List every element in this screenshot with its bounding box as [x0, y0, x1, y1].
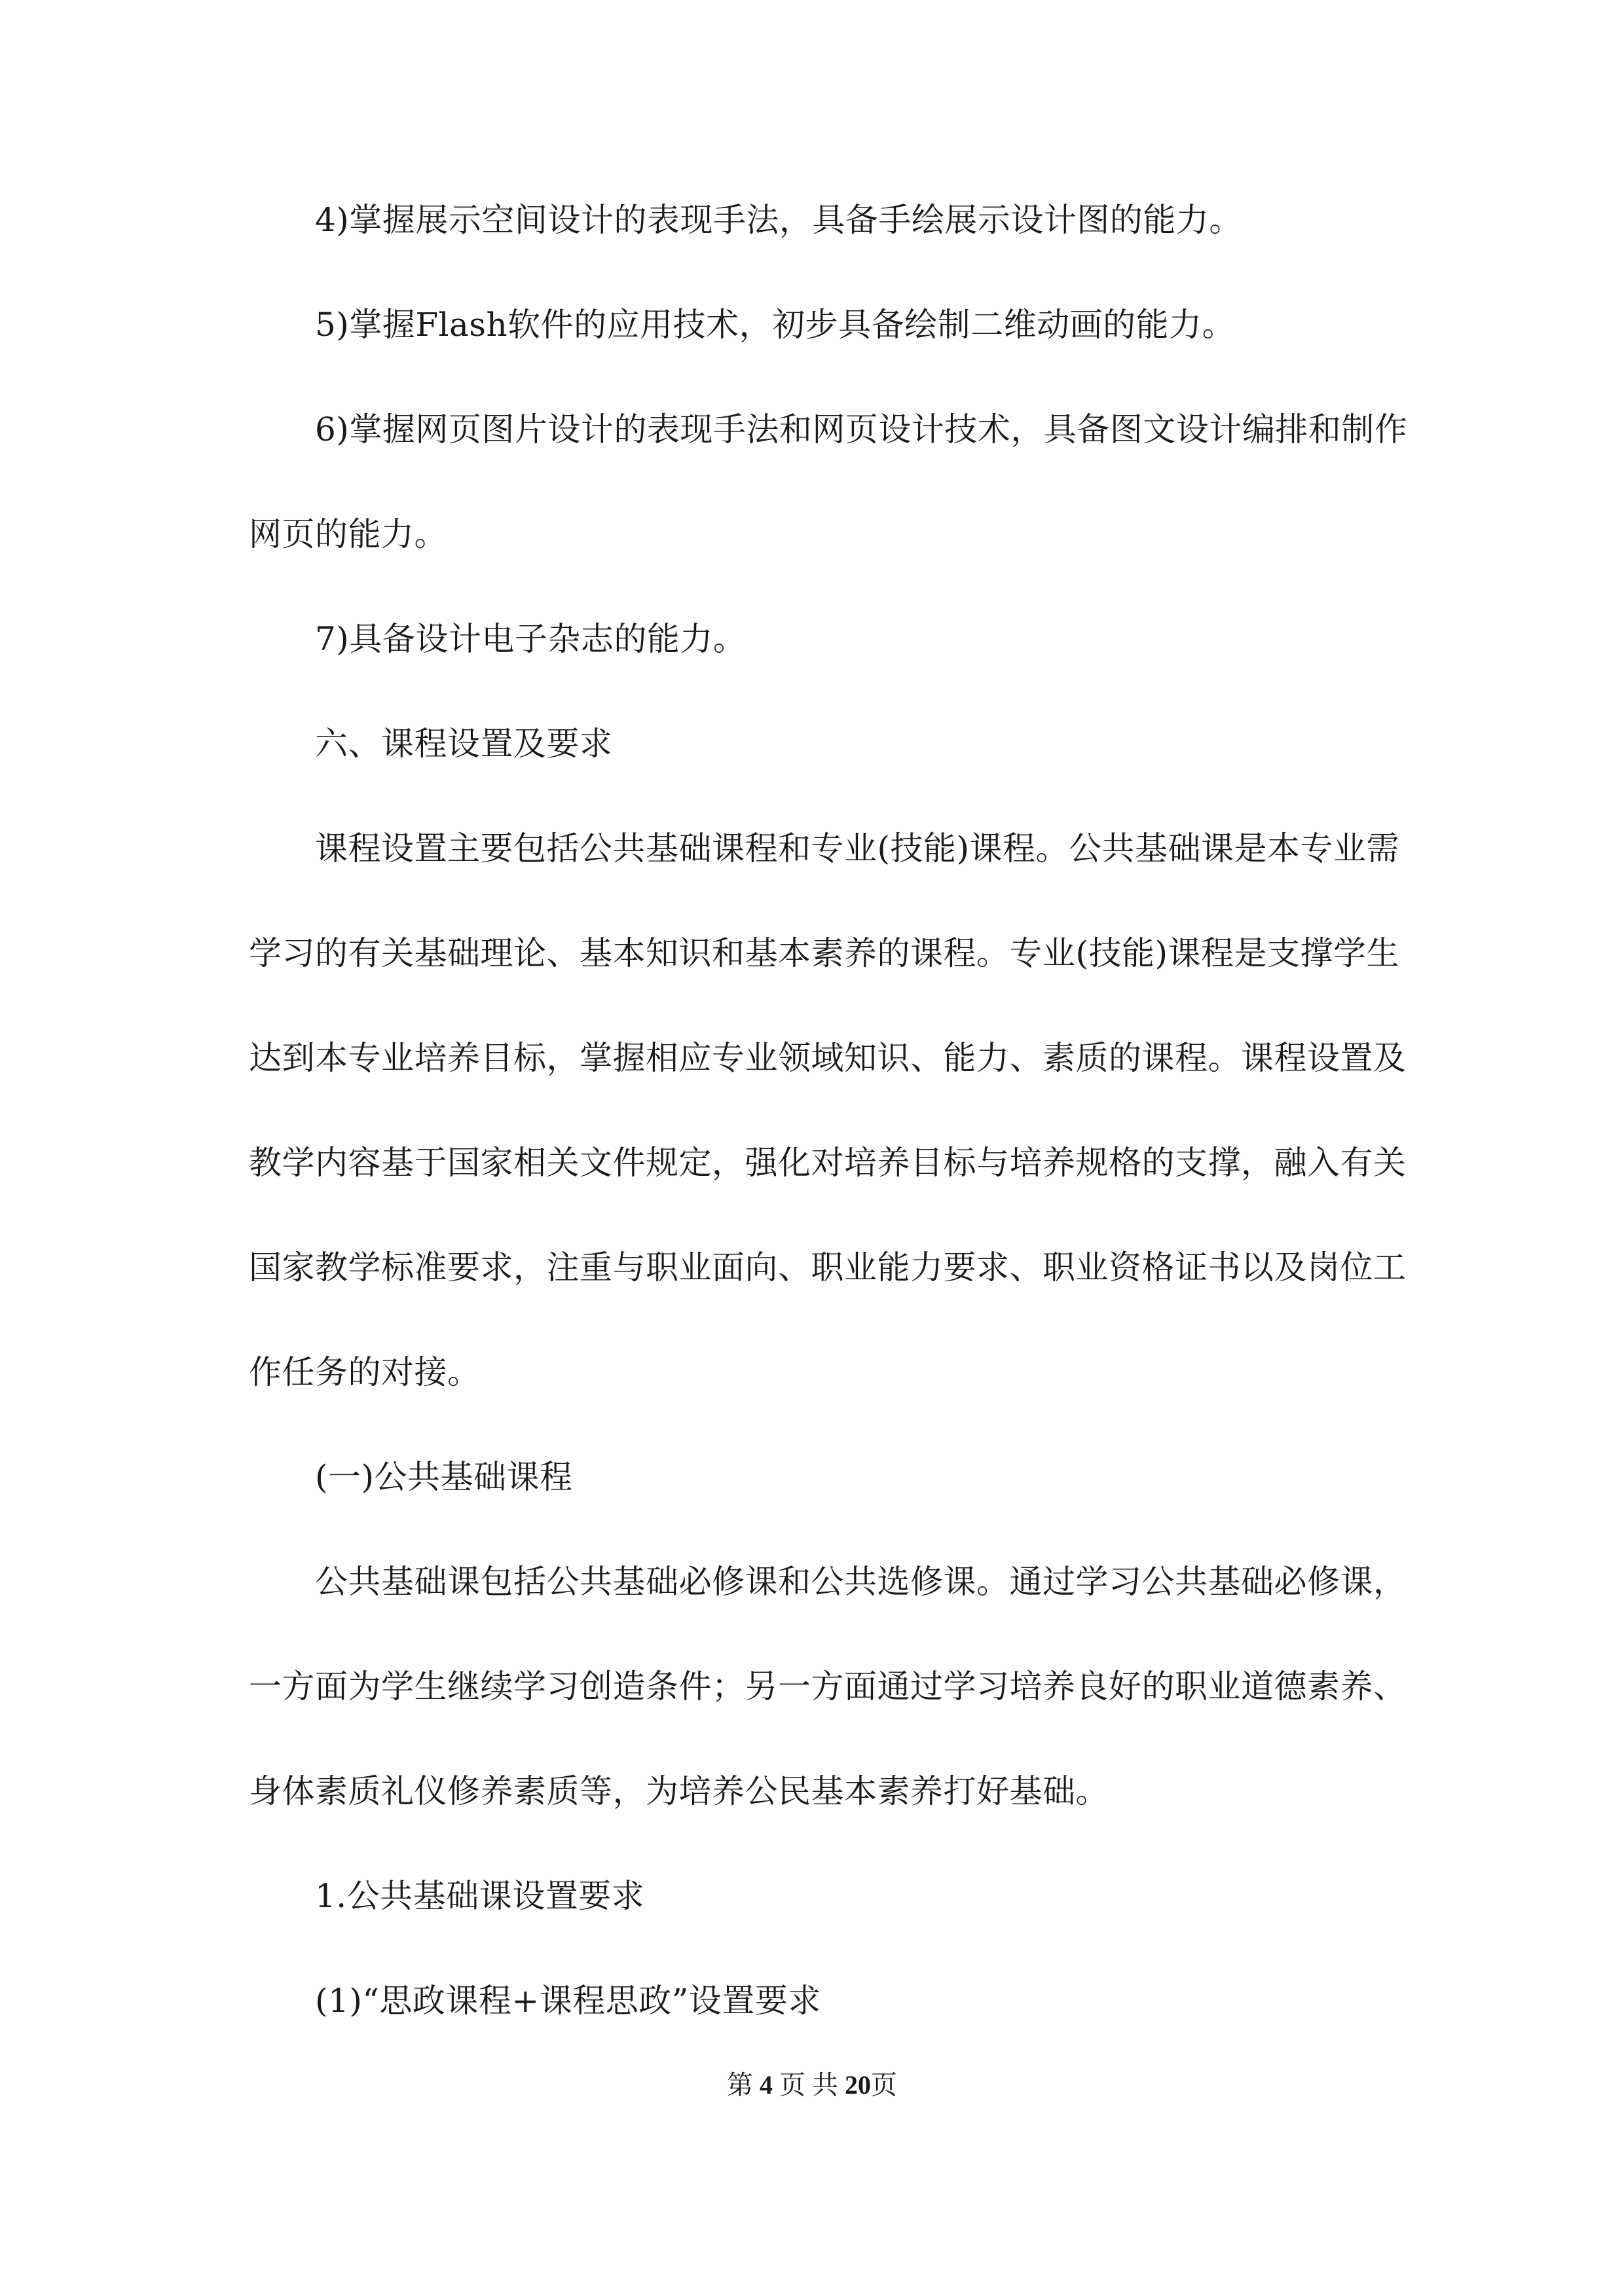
paragraph-line: 6)掌握网页图片设计的表现手法和网页设计技术，具备图文设计编排和制作 — [315, 410, 1408, 448]
paragraph-line: 公共基础课包括公共基础必修课和公共选修课。通过学习公共基础必修课， — [315, 1563, 1407, 1601]
current-page-number: 4 — [760, 2070, 773, 2100]
paragraph-line: 网页的能力。 — [249, 515, 447, 553]
paragraph-line: 达到本专业培养目标，掌握相应专业领域知识、能力、素质的课程。课程设置及 — [249, 1039, 1407, 1077]
section-heading: 六、课程设置及要求 — [315, 725, 613, 763]
paragraph-line: 一方面为学生继续学习创造条件；另一方面通过学习培养良好的职业道德素养、 — [249, 1667, 1407, 1705]
item-heading: (1)“思政课程+课程思政”设置要求 — [315, 1982, 821, 2020]
page-footer — [0, 2069, 1624, 2102]
paragraph-line: 5)掌握Flash软件的应用技术，初步具备绘制二维动画的能力。 — [315, 306, 1236, 344]
paragraph-line: 7)具备设计电子杂志的能力。 — [315, 620, 747, 658]
paragraph-line: 教学内容基于国家相关文件规定，强化对培养目标与培养规格的支撑，融入有关 — [249, 1144, 1407, 1182]
total-pages-number: 20 — [845, 2070, 871, 2100]
footer-middle: 页 共 — [779, 2070, 838, 2100]
paragraph-line: 身体素质礼仪修养素质等，为培养公民基本素养打好基础。 — [249, 1772, 1109, 1810]
item-heading: 1.公共基础课设置要求 — [315, 1877, 645, 1915]
paragraph-line: 作任务的对接。 — [249, 1353, 481, 1391]
footer-suffix: 页 — [871, 2070, 897, 2100]
paragraph-line: 4)掌握展示空间设计的表现手法，具备手绘展示设计图的能力。 — [315, 201, 1242, 239]
paragraph-line: 课程设置主要包括公共基础课程和专业(技能)课程。公共基础课是本专业需 — [315, 829, 1400, 867]
paragraph-line: 学习的有关基础理论、基本知识和基本素养的课程。专业(技能)课程是支撑学生 — [249, 934, 1400, 972]
paragraph-line: 国家教学标准要求，注重与职业面向、职业能力要求、职业资格证书以及岗位工 — [249, 1248, 1407, 1286]
footer-prefix: 第 — [727, 2070, 753, 2100]
subsection-heading: (一)公共基础课程 — [315, 1458, 573, 1496]
